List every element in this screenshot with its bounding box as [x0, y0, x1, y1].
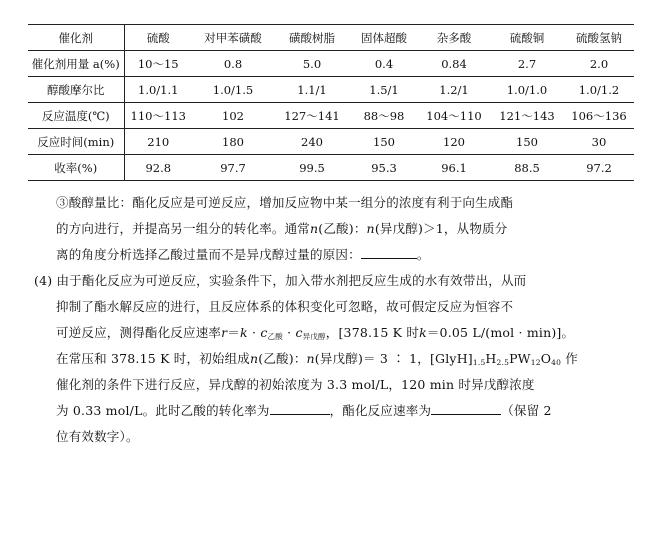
table-cell: 5.0 [302, 56, 322, 71]
text-run: 可逆反应，测得酯化反应速率 [56, 325, 222, 340]
table-cell: 150 [516, 134, 538, 149]
table-cell: 106～136 [571, 108, 627, 123]
c-symbol: c [295, 325, 303, 340]
table-cell: 120 [443, 134, 465, 149]
catalyst-comparison-table [28, 24, 634, 181]
header-cell: 硫酸 [146, 30, 170, 45]
rate-symbol: r [221, 325, 228, 340]
header-cell: 硫酸铜 [509, 30, 545, 45]
answer-blank-conversion[interactable] [270, 400, 330, 415]
table-cell: 2.0 [589, 56, 609, 71]
q4-line-5: 催化剂的条件下进行反应，异戊醇的初始浓度为 3.3 mol/L，120 min 时异戊醇浓度 [56, 377, 535, 392]
q4-line-7: 位有效数字）。 [56, 429, 139, 444]
table-cell: 1.5/1 [369, 82, 399, 97]
table-cell: 180 [222, 134, 244, 149]
q4-line-1: (4) 由于酯化反应为可逆反应，实验条件下，加入带水剂把反应生成的水有效带出，从而 [34, 273, 527, 288]
subscript: 1.5 [472, 358, 486, 367]
table-cell: 110～113 [130, 108, 186, 123]
table-cell: 1.1/1 [297, 82, 327, 97]
header-cell: 硫酸氢钠 [576, 30, 622, 45]
n-symbol: n [306, 351, 315, 366]
para3-line-2 [56, 216, 507, 242]
answer-blank[interactable] [361, 244, 417, 259]
text-run: PW [509, 351, 531, 366]
header-cell: 磺酸树脂 [289, 30, 335, 45]
row-label: 催化剂用量 a(%) [28, 51, 124, 77]
subscript: 异戊醇 [302, 332, 326, 341]
text-run: ，酯化反应速率为 [329, 403, 432, 418]
subscript: 2.5 [496, 358, 510, 367]
table-cell: 121～143 [499, 108, 555, 123]
table-cell: 102 [222, 108, 244, 123]
text-run: O [540, 351, 552, 366]
header-cell: 固体超酸 [361, 30, 407, 45]
subscript: 12 [530, 358, 541, 367]
table-cell: 127～141 [284, 108, 340, 123]
table-cell: 95.3 [371, 160, 397, 175]
text-run: ，[378.15 K 时 [325, 325, 420, 340]
subscript: 乙酸 [267, 332, 283, 341]
text-run: ＝0.05 L/(mol · min)]。 [426, 325, 575, 340]
text-run: (异戊醇)＝ 3 ∶ 1，[GlyH] [314, 351, 473, 366]
text-run: H [485, 351, 497, 366]
table-cell: 150 [373, 134, 395, 149]
text-run: (异戊醇)＞1，从物质分 [374, 221, 508, 236]
header-cell: 对甲苯磺酸 [204, 30, 262, 45]
header-cell: 杂多酸 [436, 30, 472, 45]
n-symbol: n [250, 351, 259, 366]
text-run: · [247, 325, 261, 340]
table-cell: 0.84 [441, 56, 467, 71]
table-cell: 99.5 [299, 160, 325, 175]
table-cell: 10～15 [137, 56, 179, 71]
c-symbol: c [260, 325, 268, 340]
q4-line-6 [56, 398, 552, 424]
table-cell: 30 [591, 134, 607, 149]
table-cell: 0.8 [223, 56, 243, 71]
table-header-row [28, 25, 634, 51]
para3-line-1: ③酸醇量比：酯化反应是可逆反应，增加反应物中某一组分的浓度有利于向生成酯 [56, 195, 514, 210]
table-cell: 1.2/1 [439, 82, 469, 97]
k-symbol: k [240, 325, 248, 340]
table-cell: 96.1 [441, 160, 467, 175]
text-run: (乙酸)： [258, 351, 307, 366]
row-label: 反应时间(min) [28, 129, 124, 155]
subscript: 40 [551, 358, 562, 367]
row-label: 醇酸摩尔比 [28, 77, 124, 103]
row-label: 收率(%) [28, 155, 124, 181]
text-run: 离的角度分析选择乙酸过量而不是异戊醇过量的原因： [56, 247, 361, 262]
table-row [28, 155, 634, 181]
text-run: 。 [416, 247, 430, 262]
n-symbol: n [310, 221, 319, 236]
table-cell: 92.8 [145, 160, 172, 175]
table-cell: 104～110 [426, 108, 482, 123]
table-cell: 97.7 [220, 160, 246, 175]
table-cell: 1.0/1.0 [506, 82, 548, 97]
text-run: （保留 2 [501, 403, 552, 418]
answer-blank-rate[interactable] [431, 400, 501, 415]
text-run: · [282, 325, 296, 340]
table-cell: 1.0/1.1 [138, 82, 179, 97]
q4-line-2: 抑制了酯水解反应的进行，且反应体系的体积变化可忽略，故可假定反应为恒容不 [56, 299, 514, 314]
k-symbol: k [419, 325, 427, 340]
text-run: 的方向进行，并提高另一组分的转化率。通常 [56, 221, 311, 236]
header-cell: 催化剂 [28, 25, 124, 51]
table-cell: 88.5 [514, 160, 540, 175]
table-cell: 1.0/1.5 [212, 82, 254, 97]
table-cell: 2.7 [517, 56, 537, 71]
text-run: (乙酸)： [318, 221, 367, 236]
text-run: 在常压和 378.15 K 时，初始组成 [56, 351, 250, 366]
text-run: 为 0.33 mol/L。此时乙酸的转化率为 [56, 403, 270, 418]
table-row [28, 103, 634, 129]
para3-line-3 [56, 242, 430, 268]
table-cell: 88～98 [363, 108, 405, 123]
table-cell: 210 [147, 134, 170, 149]
row-label: 反应温度(℃) [28, 103, 124, 129]
table-cell: 97.2 [586, 160, 612, 175]
table-cell: 1.0/1.2 [578, 82, 620, 97]
table-row [28, 129, 634, 155]
table-cell: 240 [301, 134, 323, 149]
text-run: 作 [561, 351, 578, 366]
table-row [28, 51, 634, 77]
n-symbol: n [366, 221, 375, 236]
text-run: ＝ [227, 325, 240, 340]
table-cell: 0.4 [374, 56, 394, 71]
table-row [28, 77, 634, 103]
